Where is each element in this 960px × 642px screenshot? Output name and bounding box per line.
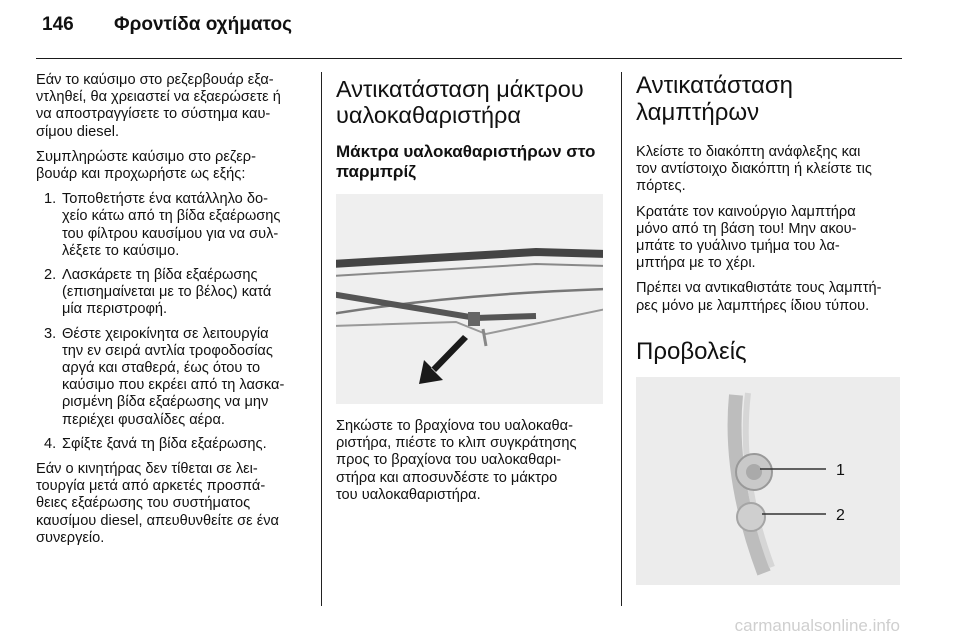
wiper-caption: Σηκώστε το βραχίονα του υαλοκαθα- ριστήρα, πιέστε το κλιπ συγκράτησης προς το βραχίονα του υαλοκαθαρι- στήρα και αποσυνδέστε το μάκτρο του υαλοκαθαριστήρα. [336,418,577,503]
left-column [36,72,314,555]
list-item [36,436,314,453]
step-number: 4. [44,435,57,452]
page-section-title: Φροντίδα οχήματος [114,14,292,35]
watermark: carmanualsonline.info [734,616,900,635]
step-text: Τοποθετήστε ένα κατάλληλο δο- χείο κάτω από τη βίδα εξαέρωσης του φίλτρου καυσίμου για να συλ- λέξετε το καύσιμο. [62,191,281,259]
wiper-illustration [336,194,603,404]
headlights-heading: Προβολείς [636,337,747,365]
right-column [636,72,902,585]
closing-paragraph: Εάν ο κινητήρας δεν τίθεται σε λει- τουργία μετά από αρκετές προσπά- θειες εξαέρωσης του συστήματος καυσίμου diesel, απευθυνθείτε σε ένα συνεργείο. [36,461,279,546]
bulb-heading: Αντικατάσταση λαμπτήρων [636,72,793,126]
step-number: 2. [44,267,57,284]
steps-list [36,191,314,453]
wiper-subheading: Μάκτρα υαλοκαθαριστήρων στο παρμπρίζ [336,142,596,181]
callout-2: 2 [836,506,845,524]
bulb-socket-2 [737,503,765,531]
wiper-clip [468,312,480,326]
wiper-heading: Αντικατάσταση μάκτρου υαλοκαθαριστήρα [336,76,584,128]
header-rule [36,58,902,59]
list-item [36,267,314,319]
middle-column [336,76,611,512]
bulb-paragraph-2: Κρατάτε τον καινούργιο λαμπτήρα μόνο από τη βάση του! Μην ακου- μπάτε το γυάλινο τμήμα του λα- μπτήρα με το χέρι. [636,203,857,272]
headlight-illustration [636,377,900,585]
list-item [36,326,314,429]
column-divider [321,72,322,606]
step-number: 1. [44,191,57,208]
step-text: Λασκάρετε τη βίδα εξαέρωσης (επισημαίνεται με το βέλος) κατά μία περιστροφή. [62,267,272,318]
column-divider [621,72,622,606]
step-text: Θέστε χειροκίνητα σε λειτουργία την εν σειρά αντλία τροφοδοσίας αργά και σταθερά, έως ότου το καύσιμο που εκρέει από τη λασκα- ρισμένη βίδα εξαέρωσης να μην περιέχει φυσαλίδες αέρα. [62,325,285,428]
step-text: Σφίξτε ξανά τη βίδα εξαέρωσης. [62,435,267,452]
page-header [42,14,292,36]
step-number: 3. [44,325,57,342]
callout-1: 1 [836,461,845,479]
bulb-paragraph-3: Πρέπει να αντικαθιστάτε τους λαμπτή- ρες μόνο με λαμπτήρες ίδιου τύπου. [636,280,882,314]
page-number: 146 [42,14,74,35]
bulb-paragraph-1: Κλείστε το διακόπτη ανάφλεξης και τον αντίστοιχο διακόπτη ή κλείστε τις πόρτες. [636,144,872,195]
list-item [36,191,314,260]
instruction-paragraph: Συμπληρώστε καύσιμο στο ρεζερ- βουάρ και προχωρήστε ως εξής: [36,148,256,183]
intro-paragraph: Εάν το καύσιμο στο ρεζερβουάρ εξα- ντληθεί, θα χρειαστεί να εξαερώσετε ή να αποστραγγίσετε το σύστημα καυ- σίμου diesel. [36,72,281,140]
